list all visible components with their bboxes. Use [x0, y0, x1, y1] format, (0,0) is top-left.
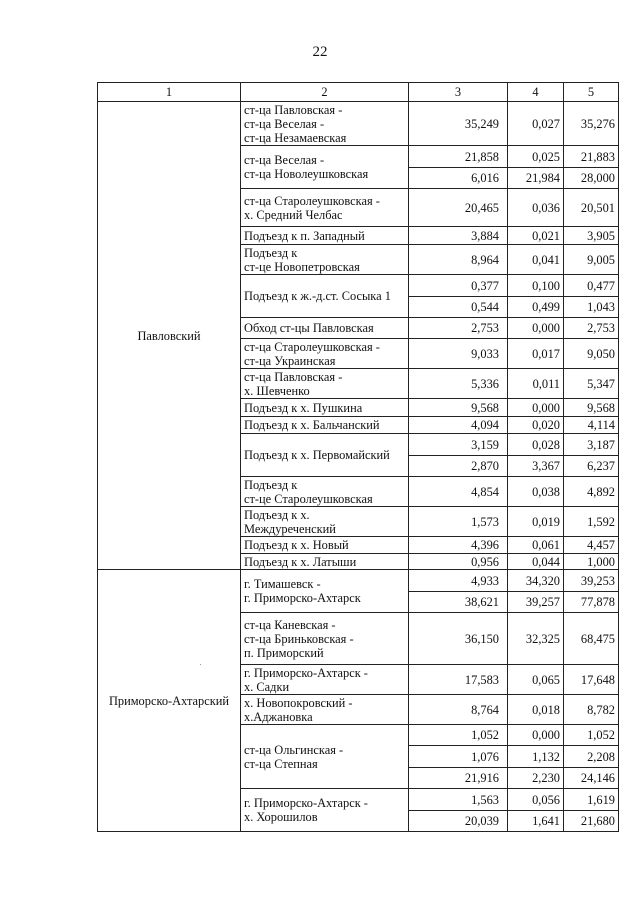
length-value: 0,019: [508, 507, 564, 537]
header-row: [98, 83, 619, 102]
road-name-line: г. Тимашевск -: [244, 577, 321, 591]
road-name-line: г. Приморско-Ахтарск -: [244, 665, 368, 680]
length-value: 35,249: [409, 102, 508, 146]
length-value: 0,017: [508, 339, 564, 369]
length-value: 0,000: [508, 318, 564, 339]
length-value: 0,377: [409, 275, 508, 297]
road-name-line: Подъезд к х. Пушкина: [244, 400, 363, 415]
length-value: 4,854: [409, 477, 508, 507]
column-header: 3: [409, 83, 508, 102]
road-name-line: ст-це Старолеушковская: [244, 491, 373, 506]
road-name: [241, 570, 409, 613]
total-length-value: 4,457: [564, 537, 619, 554]
total-length-value: 2,753: [564, 318, 619, 339]
length-value: 0,038: [508, 477, 564, 507]
road-name-line: х. Хорошилов: [244, 810, 318, 824]
road-name: [241, 554, 409, 570]
total-length-value: 39,253: [564, 570, 619, 592]
road-name-line: ст-ца Ольгинская -: [244, 742, 344, 757]
length-value: 0,000: [508, 725, 564, 746]
length-value: 2,870: [409, 456, 508, 477]
length-value: 0,544: [409, 297, 508, 318]
length-value: 8,764: [409, 695, 508, 725]
road-name-line: ст-ца Старолеушковская -: [244, 339, 380, 354]
road-name-line: ст-ца Павловская -: [244, 369, 343, 384]
length-value: 0,021: [508, 227, 564, 245]
length-value: 9,033: [409, 339, 508, 369]
road-name-line: ст-ца Степная: [244, 756, 318, 771]
length-value: 38,621: [409, 592, 508, 613]
road-name-line: х. Новопокровский -: [244, 695, 353, 710]
length-value: 4,396: [409, 537, 508, 554]
length-value: 0,028: [508, 434, 564, 456]
length-value: 0,044: [508, 554, 564, 570]
total-length-value: 1,052: [564, 725, 619, 746]
total-length-value: 17,648: [564, 665, 619, 695]
length-value: 0,041: [508, 245, 564, 275]
total-length-value: 35,276: [564, 102, 619, 146]
road-name-line: ст-ца Старолеушковская -: [244, 193, 380, 208]
road-name-line: х. Средний Челбас: [244, 207, 343, 222]
road-name: [241, 339, 409, 369]
road-name: [241, 245, 409, 275]
length-value: 0,000: [508, 399, 564, 417]
road-name-line: х.Аджановка: [244, 709, 313, 724]
table-row: [98, 102, 619, 146]
road-name-line: Подъезд к: [244, 477, 298, 492]
length-value: 0,036: [508, 189, 564, 227]
region-name: Приморско-Ахтарский: [98, 570, 241, 832]
total-length-value: 21,883: [564, 146, 619, 168]
road-name-line: ст-це Новопетровская: [244, 259, 360, 274]
road-name-line: Междуреченский: [244, 521, 336, 536]
length-value: 1,076: [409, 746, 508, 768]
length-value: 9,568: [409, 399, 508, 417]
length-value: 0,018: [508, 695, 564, 725]
total-length-value: 21,680: [564, 811, 619, 832]
total-length-value: 2,208: [564, 746, 619, 768]
road-name: [241, 537, 409, 554]
road-name-line: ст-ца Украинская: [244, 353, 336, 368]
length-value: 20,039: [409, 811, 508, 832]
total-length-value: 9,005: [564, 245, 619, 275]
road-name-line: ст-ца Веселая -: [244, 116, 325, 131]
column-header: 2: [241, 83, 409, 102]
road-name: [241, 102, 409, 146]
total-length-value: 28,000: [564, 168, 619, 189]
length-value: 1,641: [508, 811, 564, 832]
road-name: [241, 189, 409, 227]
road-name-line: ст-ца Каневская -: [244, 617, 336, 632]
length-value: 0,056: [508, 789, 564, 811]
length-value: 0,025: [508, 146, 564, 168]
length-value: 1,573: [409, 507, 508, 537]
total-length-value: 24,146: [564, 768, 619, 789]
page-number: 22: [312, 44, 328, 60]
length-value: 3,367: [508, 456, 564, 477]
road-name: [241, 725, 409, 789]
road-name: [241, 477, 409, 507]
road-name-line: Подъезд к х.: [244, 507, 310, 522]
total-length-value: 9,050: [564, 339, 619, 369]
length-value: 0,011: [508, 369, 564, 399]
length-value: 0,061: [508, 537, 564, 554]
total-length-value: 0,477: [564, 275, 619, 297]
region-name: Павловский: [98, 102, 241, 570]
length-value: 39,257: [508, 592, 564, 613]
road-name: [241, 227, 409, 245]
length-value: 3,884: [409, 227, 508, 245]
road-name: [241, 613, 409, 665]
length-value: 0,020: [508, 417, 564, 434]
length-value: 4,094: [409, 417, 508, 434]
road-name-line: Подъезд к: [244, 245, 298, 260]
total-length-value: 5,347: [564, 369, 619, 399]
total-length-value: 6,237: [564, 456, 619, 477]
length-value: 32,325: [508, 613, 564, 665]
road-name-line: Подъезд к х. Латыши: [244, 554, 357, 569]
road-name-line: ст-ца Незамаевская: [244, 130, 347, 145]
total-length-value: 3,905: [564, 227, 619, 245]
road-name: [241, 146, 409, 189]
total-length-value: 8,782: [564, 695, 619, 725]
table-body: [98, 102, 619, 832]
column-header: 5: [564, 83, 619, 102]
road-name: [241, 417, 409, 434]
length-value: 34,320: [508, 570, 564, 592]
length-value: 0,027: [508, 102, 564, 146]
road-name: [241, 507, 409, 537]
road-name-line: х. Шевченко: [244, 383, 310, 398]
length-value: 1,132: [508, 746, 564, 768]
road-name-line: ст-ца Новолеушковская: [244, 167, 369, 181]
column-header: 4: [508, 83, 564, 102]
road-name: [241, 434, 409, 477]
total-length-value: 4,892: [564, 477, 619, 507]
road-name-line: Подъезд к п. Западный: [244, 228, 365, 243]
length-value: 21,916: [409, 768, 508, 789]
column-header: 1: [98, 83, 241, 102]
length-value: 21,984: [508, 168, 564, 189]
road-name: [241, 318, 409, 339]
road-name-line: Подъезд к х. Бальчанский: [244, 418, 380, 432]
road-name-line: п. Приморский: [244, 645, 324, 660]
road-name: [241, 369, 409, 399]
length-value: 0,499: [508, 297, 564, 318]
road-name: [241, 399, 409, 417]
road-name: [241, 695, 409, 725]
total-length-value: 1,592: [564, 507, 619, 537]
total-length-value: 4,114: [564, 417, 619, 434]
road-name: [241, 789, 409, 832]
length-value: 21,858: [409, 146, 508, 168]
total-length-value: 20,501: [564, 189, 619, 227]
table-row: [98, 570, 619, 592]
road-name-line: ст-ца Веселая -: [244, 153, 325, 167]
road-name-line: х. Садки: [244, 679, 290, 694]
road-name: [241, 275, 409, 318]
length-value: 8,964: [409, 245, 508, 275]
road-name-line: Подъезд к х. Первомайский: [244, 448, 390, 462]
scan-speck: [200, 664, 201, 665]
length-value: 0,100: [508, 275, 564, 297]
road-name-line: ст-ца Бриньковская -: [244, 631, 354, 646]
road-name-line: Подъезд к х. Новый: [244, 538, 349, 552]
total-length-value: 68,475: [564, 613, 619, 665]
total-length-value: 3,187: [564, 434, 619, 456]
road-name-line: г. Приморско-Ахтарск: [244, 591, 361, 605]
length-value: 0,956: [409, 554, 508, 570]
roads-table: [97, 82, 619, 832]
road-name-line: Обход ст-цы Павловская: [244, 321, 374, 335]
road-name-line: Подъезд к ж.-д.ст. Сосыка 1: [244, 289, 391, 303]
length-value: 2,230: [508, 768, 564, 789]
length-value: 0,065: [508, 665, 564, 695]
length-value: 2,753: [409, 318, 508, 339]
road-name: [241, 665, 409, 695]
length-value: 5,336: [409, 369, 508, 399]
total-length-value: 1,000: [564, 554, 619, 570]
length-value: 36,150: [409, 613, 508, 665]
total-length-value: 1,043: [564, 297, 619, 318]
length-value: 6,016: [409, 168, 508, 189]
road-name-line: г. Приморско-Ахтарск -: [244, 796, 368, 810]
length-value: 1,563: [409, 789, 508, 811]
total-length-value: 1,619: [564, 789, 619, 811]
length-value: 17,583: [409, 665, 508, 695]
road-name-line: ст-ца Павловская -: [244, 102, 343, 117]
total-length-value: 77,878: [564, 592, 619, 613]
total-length-value: 9,568: [564, 399, 619, 417]
length-value: 20,465: [409, 189, 508, 227]
length-value: 3,159: [409, 434, 508, 456]
length-value: 1,052: [409, 725, 508, 746]
length-value: 4,933: [409, 570, 508, 592]
